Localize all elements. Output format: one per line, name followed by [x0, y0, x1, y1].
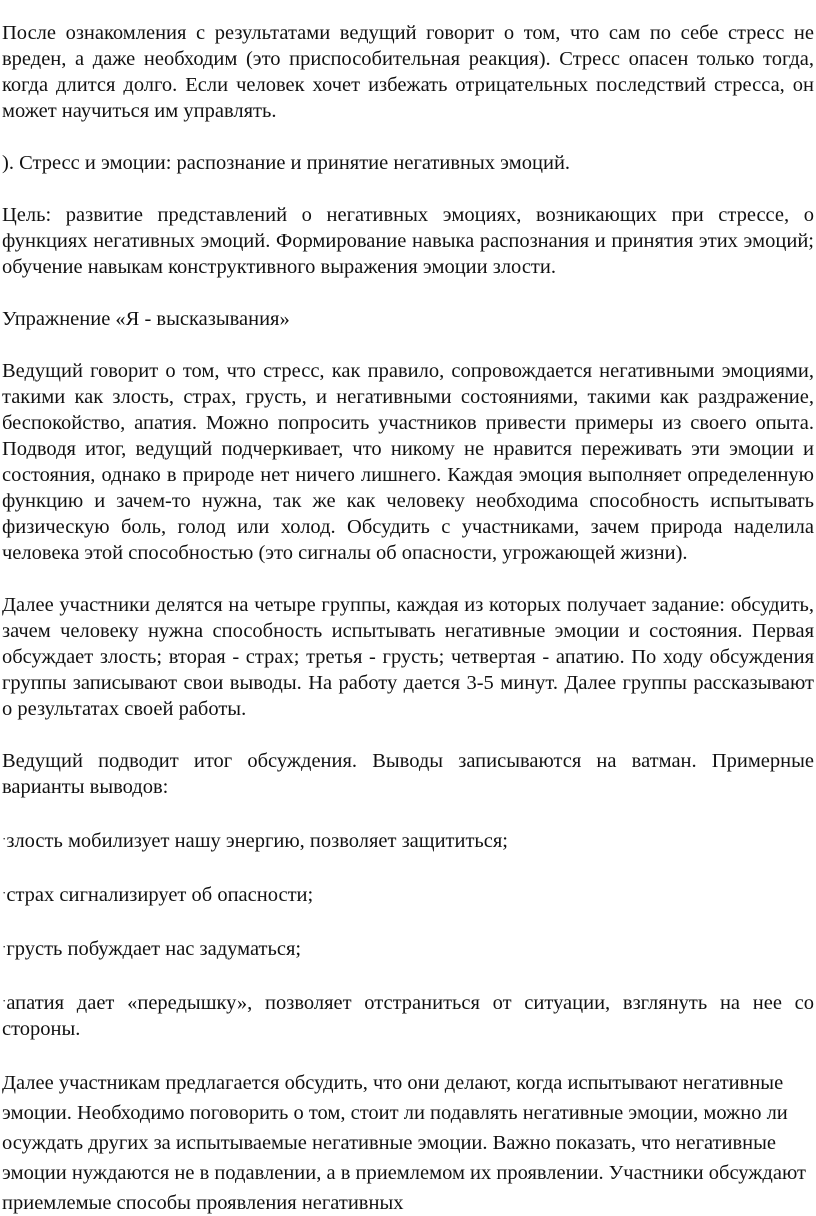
- bullet-marker: ·: [2, 939, 7, 954]
- list-item: [2, 826, 814, 854]
- list-item: [2, 988, 814, 1042]
- list-item-text: злость мобилизует нашу энергию, позволяет защититься;: [6, 830, 509, 852]
- section-heading: ). Стресс и эмоции: распознание и принятие негативных эмоций.: [2, 152, 571, 174]
- paragraph-goal: Цель: развитие представлений о негативных эмоциях, возникающих при стрессе, о функциях негативных эмоций. Формирование навыка распознания и принятия этих эмоций; обучение навыкам конструктивного выражения эмоции злости.: [2, 204, 814, 278]
- list-item: [2, 934, 814, 962]
- list-item-text: страх сигнализирует об опасности;: [6, 884, 314, 906]
- paragraph-discussion: Далее участникам предлагается обсудить, что они делают, когда испытывают негативные эмоции. Необходимо поговорить о том, стоит ли подавлять негативные эмоции, можно ли осуждать других за испытываемые негативные эмоции. Важно показать, что негативные эмоции нуждаются не в подавлении, а в приемлемом их проявлении. Участники обсуждают приемлемые способы проявления негативных: [2, 1072, 806, 1214]
- paragraph-leader-talk: Ведущий говорит о том, что стресс, как правило, сопровождается негативными эмоциями, такими как злость, страх, грусть, и негативными состояниями, такими как раздражение, беспокойство, апатия. Можно попросить участников привести примеры из своего опыта. Подводя итог, ведущий подчеркивает, что никому не нравится переживать эти эмоции и состояния, однако в природе нет ничего лишнего. Каждая эмоция выполняет определенную функцию и зачем-то нужна, так же как человеку необходима способность испытывать физическую боль, голод или холод. Обсудить с участниками, зачем природа наделила человека этой способностью (это сигналы об опасности, угрожающей жизни).: [2, 360, 814, 564]
- list-item-text: грусть побуждает нас задуматься;: [6, 938, 302, 960]
- paragraph-groups-task: Далее участники делятся на четыре группы, каждая из которых получает задание: обсудить, зачем человеку нужна способность испытывать негативные эмоции и состояния. Первая обсуждает злость; вторая - страх; третья - грусть; четвертая - апатию. По ходу обсуждения группы записывают свои выводы. На работу дается 3-5 минут. Далее группы рассказывают о результатах своей работы.: [2, 594, 814, 720]
- bullet-marker: ·: [2, 993, 7, 1008]
- bullet-marker: ·: [2, 885, 7, 900]
- paragraph-summary: Ведущий подводит итог обсуждения. Выводы записываются на ватман. Примерные варианты выводов:: [2, 750, 814, 798]
- list-item-text: апатия дает «передышку», позволяет отстраниться от ситуации, взглянуть на нее со стороны.: [2, 992, 814, 1040]
- paragraph-stress-intro: После ознакомления с результатами ведущий говорит о том, что сам по себе стресс не вреден, а даже необходим (это приспособительная реакция). Стресс опасен только тогда, когда длится долго. Если человек хочет избежать отрицательных последствий стресса, он может научиться им управлять.: [2, 22, 814, 122]
- bullet-marker: ·: [2, 831, 7, 846]
- list-item: [2, 880, 814, 908]
- exercise-title: Упражнение «Я - высказывания»: [2, 308, 290, 330]
